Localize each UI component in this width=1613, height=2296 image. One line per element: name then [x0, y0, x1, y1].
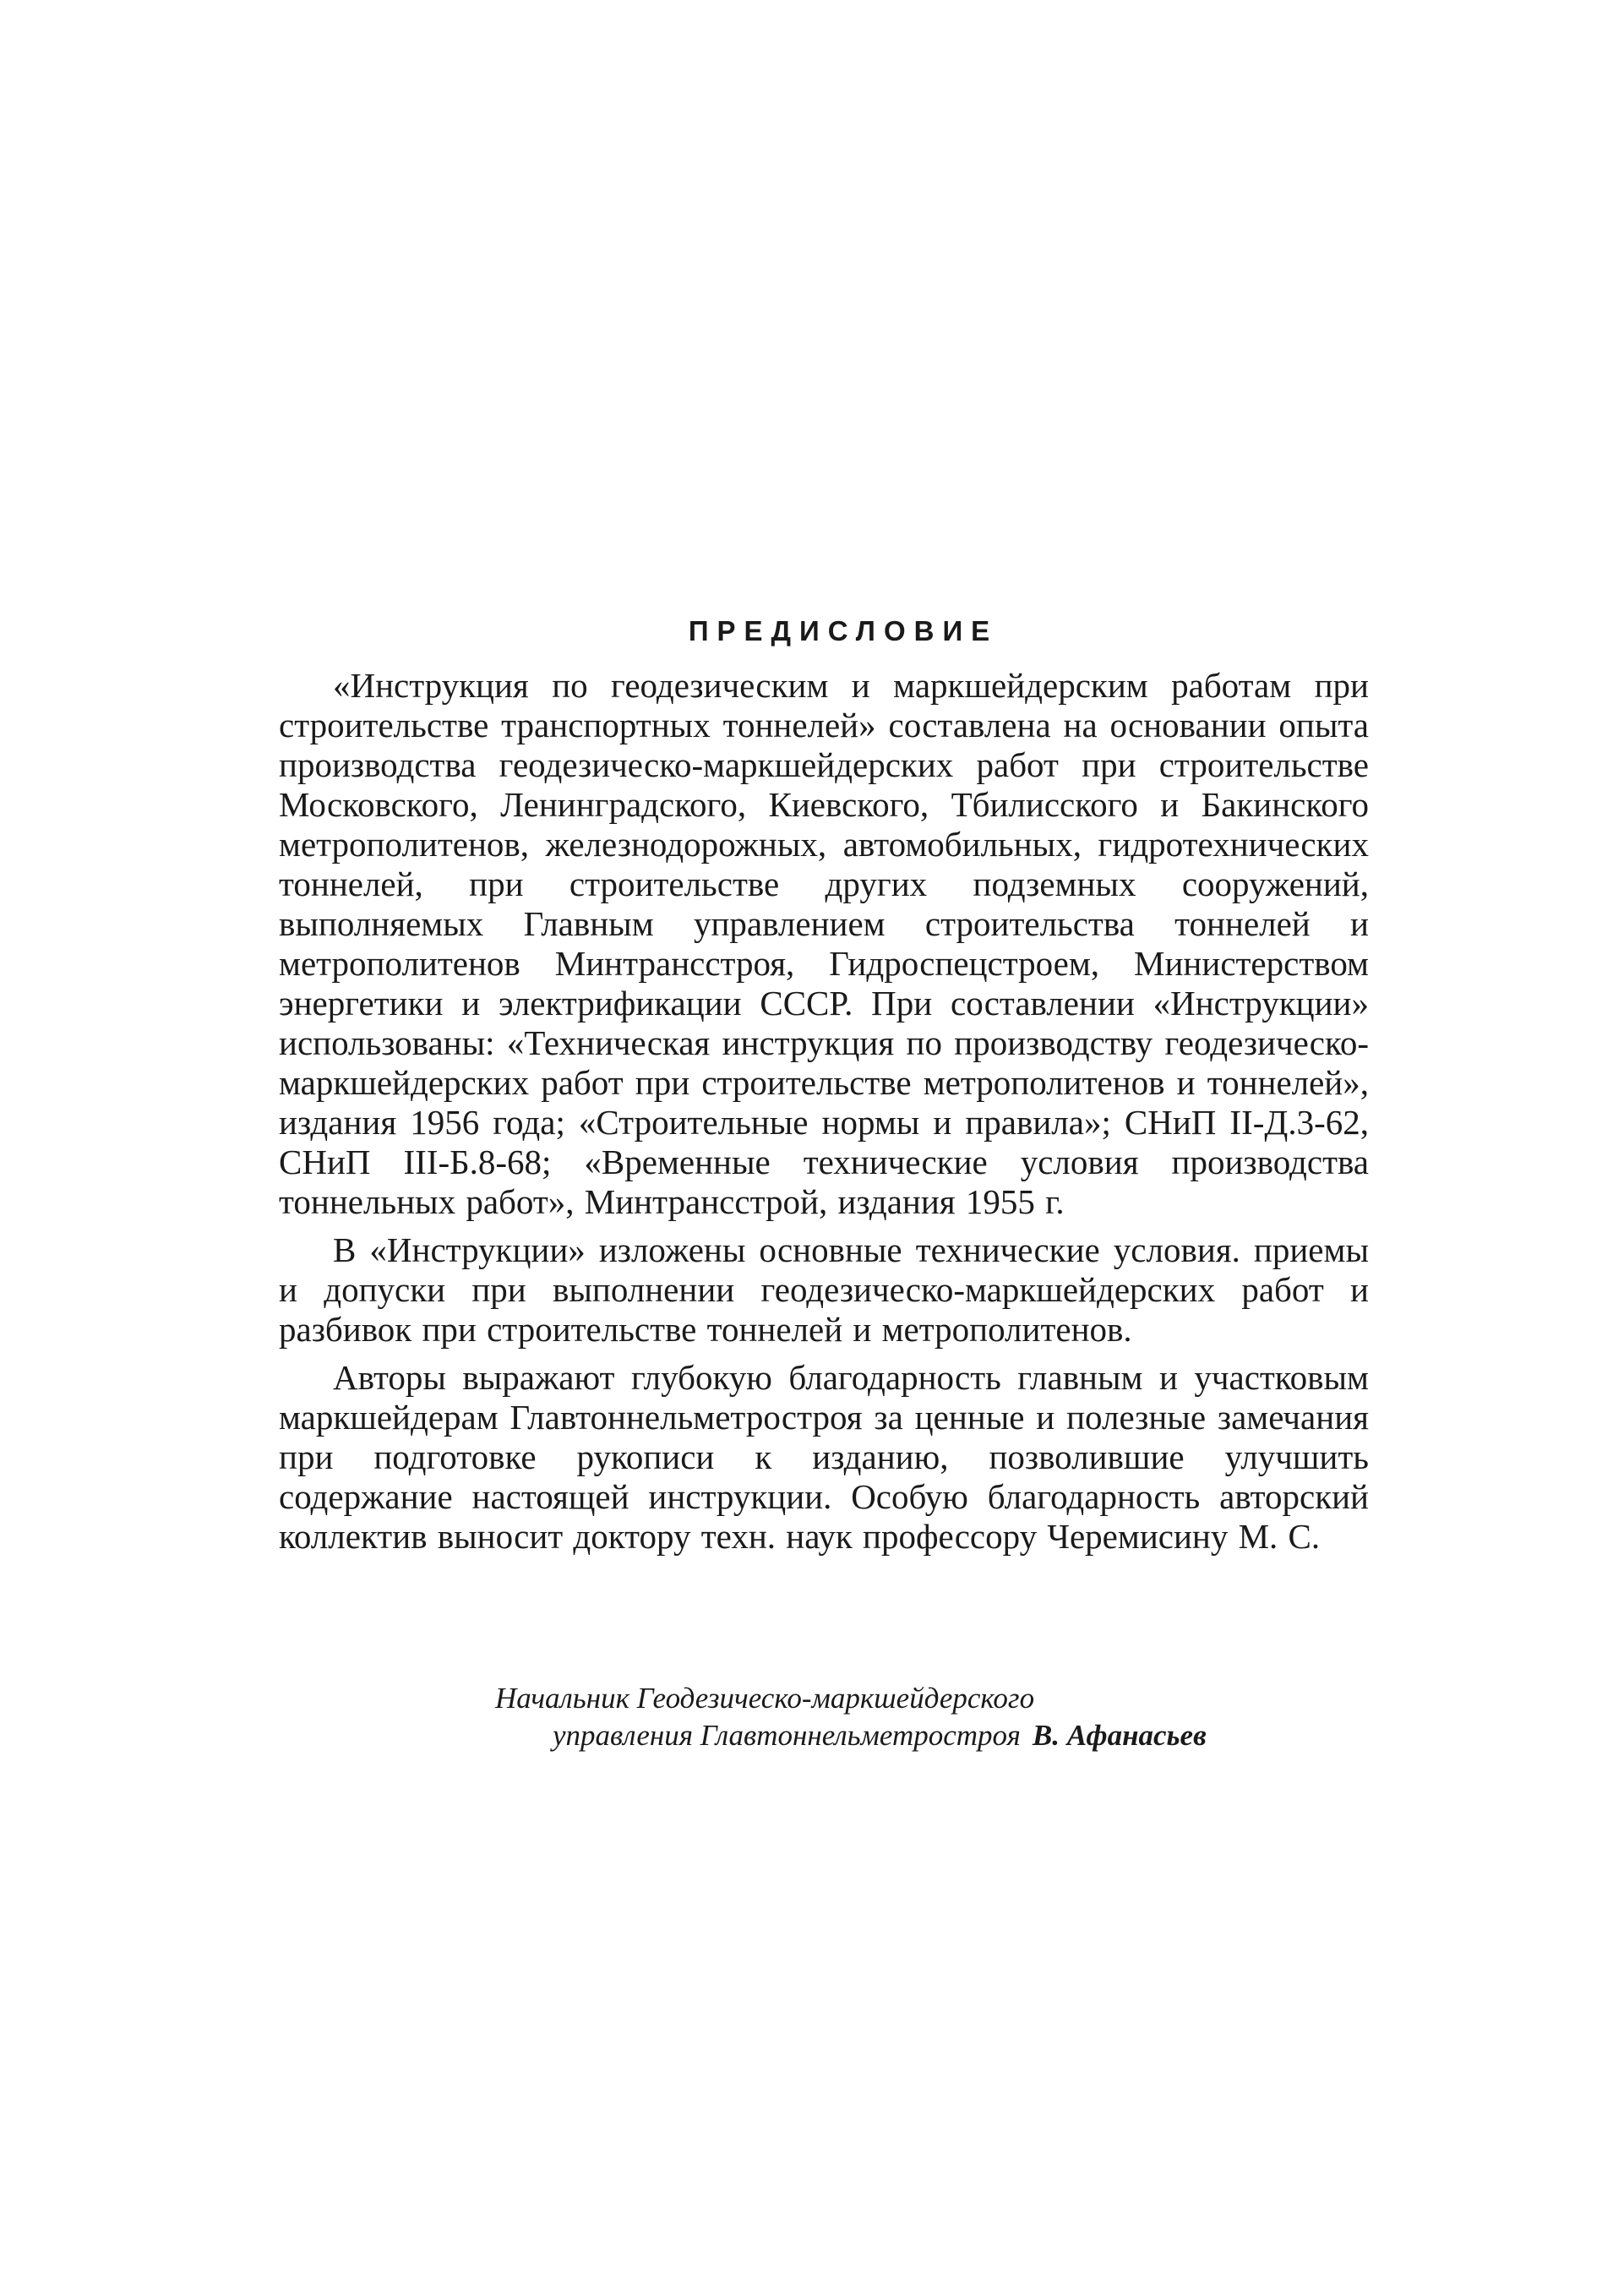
signature-name: В. Афанасьев: [1032, 1719, 1207, 1752]
preface-heading: ПРЕДИСЛОВИЕ: [688, 615, 999, 646]
signature-org: управления Главтоннельметростроя: [553, 1719, 1021, 1752]
signature-org-line: [279, 1717, 1369, 1754]
preface-paragraph-1: «Инструкция по геодезическим и маркшейдерским работам при строительстве транспортных тоннелей» составлена на основании опыта производства геодезическо-маркшейдерских работ при строительстве Московского, Ленинградского, Киевского, Тбилисского и Бакинского метрополитенов, железнодорожных, автомобильных, гидротехнических тоннелей, при строительстве других подземных сооружений, выполняемых Главным управлением строительства тоннелей и метрополитенов Минтрансстроя, Гидроспецстроем, Министерством энергетики и электрификации СССР. При составлении «Инструкции» использованы: «Техническая инструкция по производству геодезическо-маркшейдерских работ при строительстве метрополитенов и тоннелей», издания 1956 года; «Строительные нормы и правила»; СНиП II-Д.3-62, СНиП III-Б.8-68; «Временные технические условия производства тоннельных работ», Минтрансстрой, издания 1955 г.: [279, 666, 1369, 1221]
preface-section: [279, 615, 1369, 1565]
signature-block: [279, 1680, 1369, 1754]
preface-paragraph-2: В «Инструкции» изложены основные технические условия. приемы и допуски при выполнении геодезическо-маркшейдерских работ и разбивок при строительстве тоннелей и метрополитенов.: [279, 1230, 1369, 1349]
preface-paragraph-3: Авторы выражают глубокую благодарность главным и участковым маркшейдерам Главтоннельметростроя за ценные и полезные замечания при подготовке рукописи к изданию, позволившие улучшить содержание настоящей инструкции. Особую благодарность авторский коллектив выносит доктору техн. наук профессору Черемисину М. С.: [279, 1358, 1369, 1556]
signature-title-line: Начальник Геодезическо-маркшейдерского: [495, 1682, 1035, 1715]
